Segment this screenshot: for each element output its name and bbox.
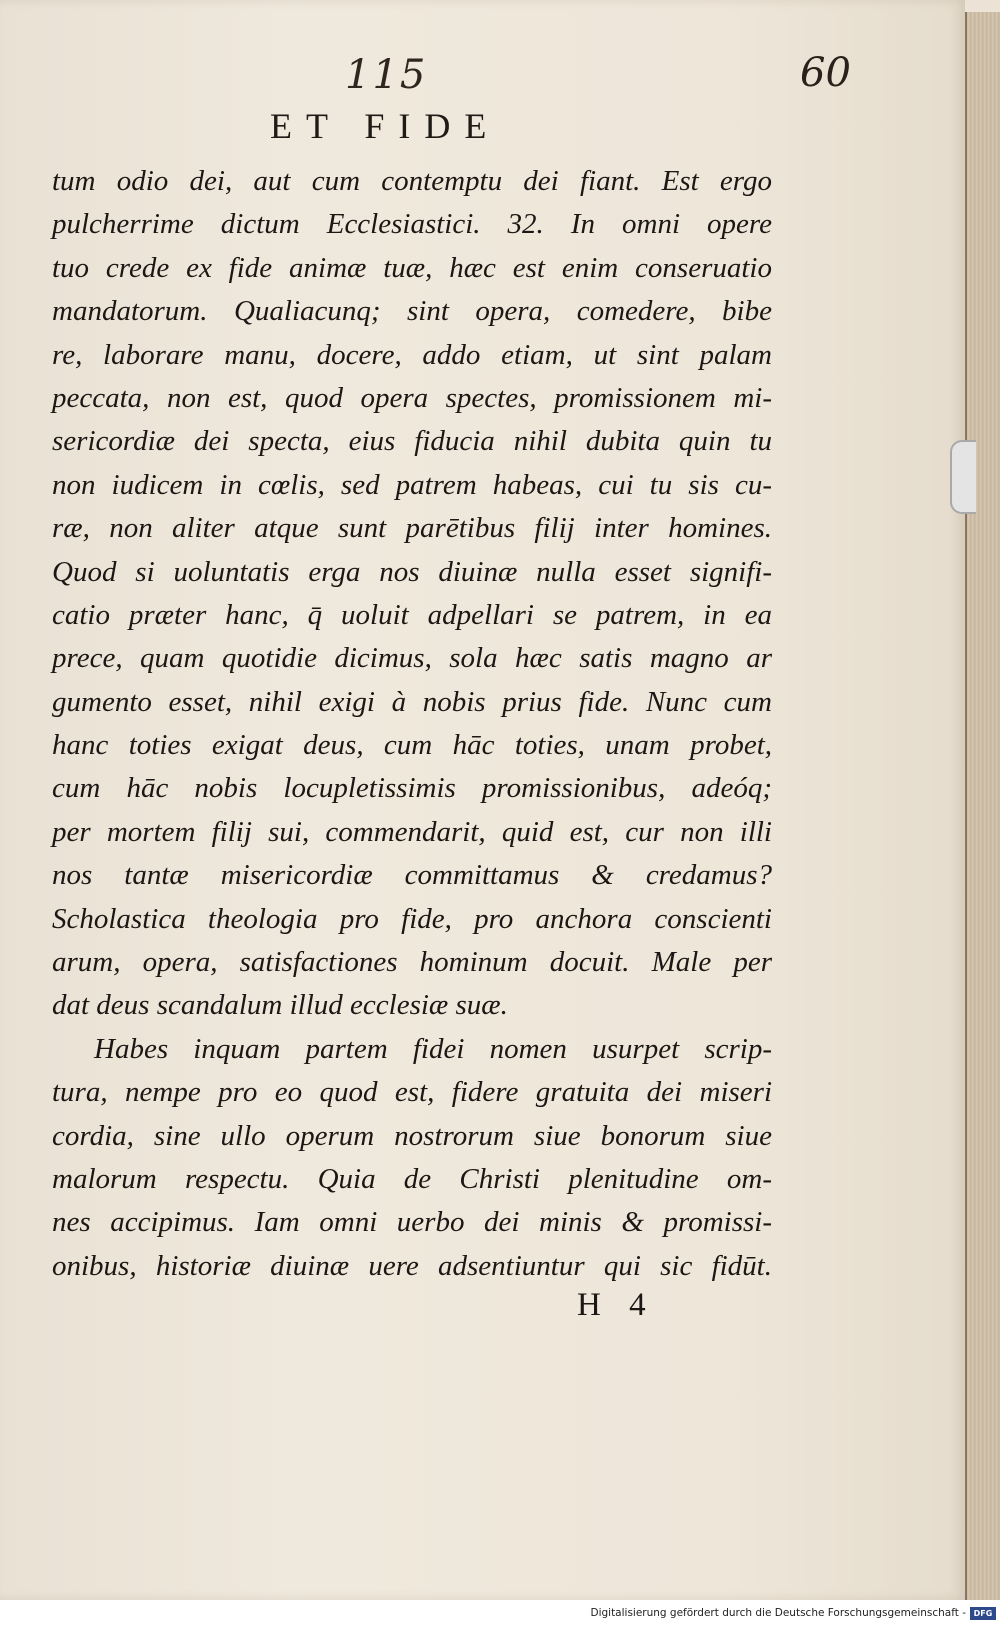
text-line: tura, nempe pro eo quod est, fidere gratuita dei miseri	[52, 1076, 772, 1109]
text-line: Habes inquam partem fidei nomen usurpet scrip-	[94, 1032, 772, 1065]
body-text	[52, 160, 772, 1288]
footer-credit: Digitalisierung gefördert durch die Deutsche Forschungsgemeinschaft -	[590, 1607, 966, 1619]
signature-mark: H 4	[577, 1287, 656, 1323]
text-line: nes accipimus. Iam omni uerbo dei minis & promissi-	[52, 1206, 772, 1239]
text-line: nos tantæ misericordiæ committamus & credamus?	[52, 859, 772, 892]
text-line: tum odio dei, aut cum contemptu dei fiant. Est ergo	[52, 165, 772, 197]
text-line: dat deus scandalum illud ecclesiæ suæ.	[52, 989, 508, 1022]
text-line: non iudicem in cœlis, sed patrem habeas, cui tu sis cu-	[52, 468, 772, 501]
text-line: re, laborare manu, docere, addo etiam, ut sint palam	[52, 338, 772, 371]
text-line: cum hāc nobis locupletissimis promissionibus, adeóq;	[52, 772, 772, 805]
text-line: hanc toties exigat deus, cum hāc toties, unam probet,	[52, 729, 772, 762]
folio-number: 60	[800, 50, 851, 96]
text-line: tuo crede ex fide animæ tuæ, hæc est enim conseruatio	[52, 251, 772, 284]
handwritten-folio: 115	[345, 52, 428, 98]
text-line: per mortem filij sui, commendarit, quid est, cur non illi	[52, 815, 772, 848]
text-line: Scholastica theologia pro fide, pro anchora conscienti	[52, 902, 772, 935]
text-line: arum, opera, satisfactiones hominum docuit. Male per	[52, 946, 772, 979]
text-line: onibus, historiæ diuinæ uere adsentiuntur qui sic fidūt.	[52, 1249, 772, 1282]
running-head: ET FIDE	[270, 106, 501, 146]
text-line: mandatorum. Qualiacunq; sint opera, comedere, bibe	[52, 295, 772, 328]
page-edges	[965, 12, 1000, 1600]
text-line: peccata, non est, quod opera spectes, promissionem mi-	[52, 381, 772, 414]
text-line: Quod si uoluntatis erga nos diuinæ nulla esset signifi-	[52, 555, 772, 588]
text-line: cordia, sine ullo operum nostrorum siue bonorum siue	[52, 1119, 772, 1152]
dfg-logo: DFG	[970, 1607, 996, 1620]
text-line: catio præter hanc, q̄ uoluit adpellari se patrem, in ea	[52, 598, 772, 631]
text-line: gumento esset, nihil exigi à nobis prius fide. Nunc cum	[52, 685, 772, 718]
text-line: sericordiæ dei specta, eius fiducia nihil dubita quin tu	[52, 425, 772, 458]
text-line: prece, quam quotidie dicimus, sola hæc satis magno ar	[52, 642, 772, 675]
text-line: malorum respectu. Quia de Christi plenitudine om-	[52, 1162, 772, 1195]
bookmark-tab	[950, 440, 976, 514]
text-line: pulcherrime dictum Ecclesiastici. 32. In omni opere	[52, 208, 772, 241]
text-line: ræ, non aliter atque sunt parētibus filij inter homines.	[52, 512, 772, 545]
digitization-footer	[0, 1600, 1000, 1626]
